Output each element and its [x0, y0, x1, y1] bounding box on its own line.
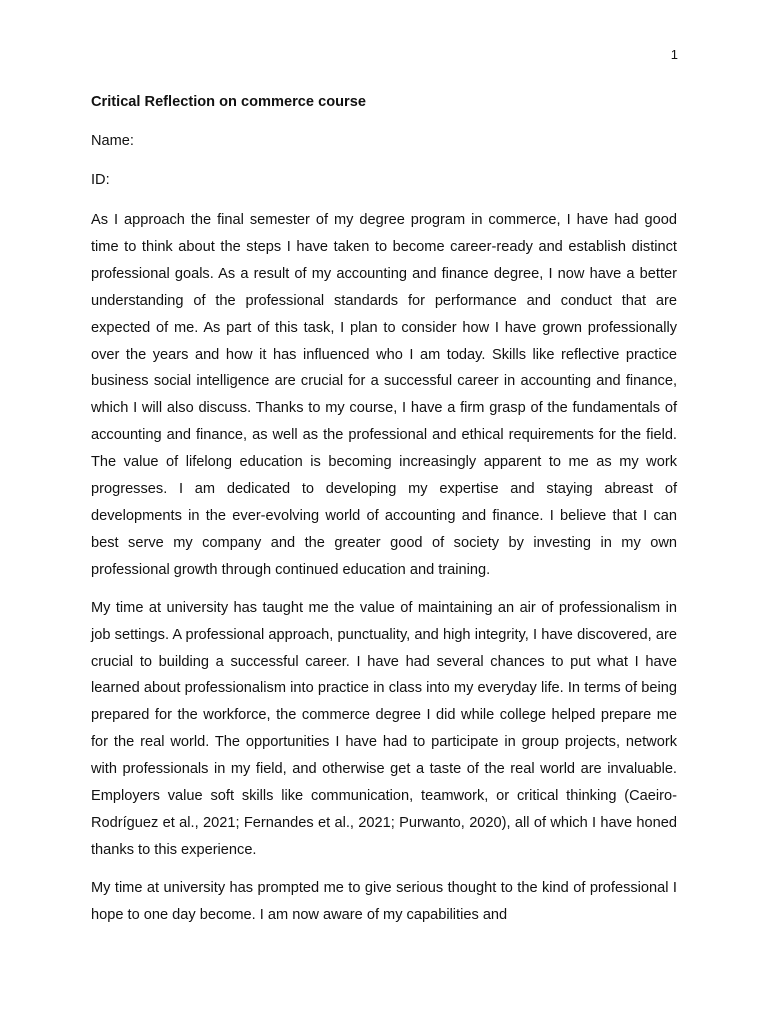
document-body [91, 92, 677, 929]
name-field-label: Name: [91, 133, 134, 149]
paragraph-3: My time at university has prompted me to give serious thought to the kind of professional I hope to one day become. I am now aware of my capabilities and [91, 879, 677, 923]
page-number: 1 [670, 47, 678, 62]
id-field-label: ID: [91, 172, 110, 188]
paragraph-2: My time at university has taught me the value of maintaining an air of professionalism in job settings. A professional approach, punctuality, and high integrity, I have discovered, are crucial to building a successful career. I have had several chances to put what I have learned about professionalism into practice in class into my everyday life. In terms of being prepared for the workforce, the commerce degree I did while college helped prepare me for the real world. The opportunities I have had to participate in group projects, network with professionals in my field, and otherwise get a taste of the real world are invaluable. Employers value soft skills like communication, teamwork, or critical thinking (Caeiro-Rodríguez et al., 2021; Fernandes et al., 2021; Purwanto, 2020), all of which I have honed thanks to this experience. [91, 599, 677, 858]
document-title: Critical Reflection on commerce course [91, 94, 366, 110]
paragraph-1: As I approach the final semester of my degree program in commerce, I have had good time to think about the steps I have taken to become career-ready and establish distinct professional goals. As a result of my accounting and finance degree, I now have a better understanding of the professional standards for performance and conduct that are expected of me. As part of this task, I plan to consider how I have grown professionally over the years and how it has influenced who I am today. Skills like reflective practice business social intelligence are crucial for a successful career in accounting and finance, which I will also discuss. Thanks to my course, I have a firm grasp of the fundamentals of accounting and finance, as well as the professional and ethical requirements for the field. The value of lifelong education is becoming increasingly apparent to me as my work progresses. I am dedicated to developing my expertise and staying abreast of developments in the ever-evolving world of accounting and finance. I believe that I can best serve my company and the greater good of society by investing in my own professional growth through continued education and training. [91, 212, 677, 578]
